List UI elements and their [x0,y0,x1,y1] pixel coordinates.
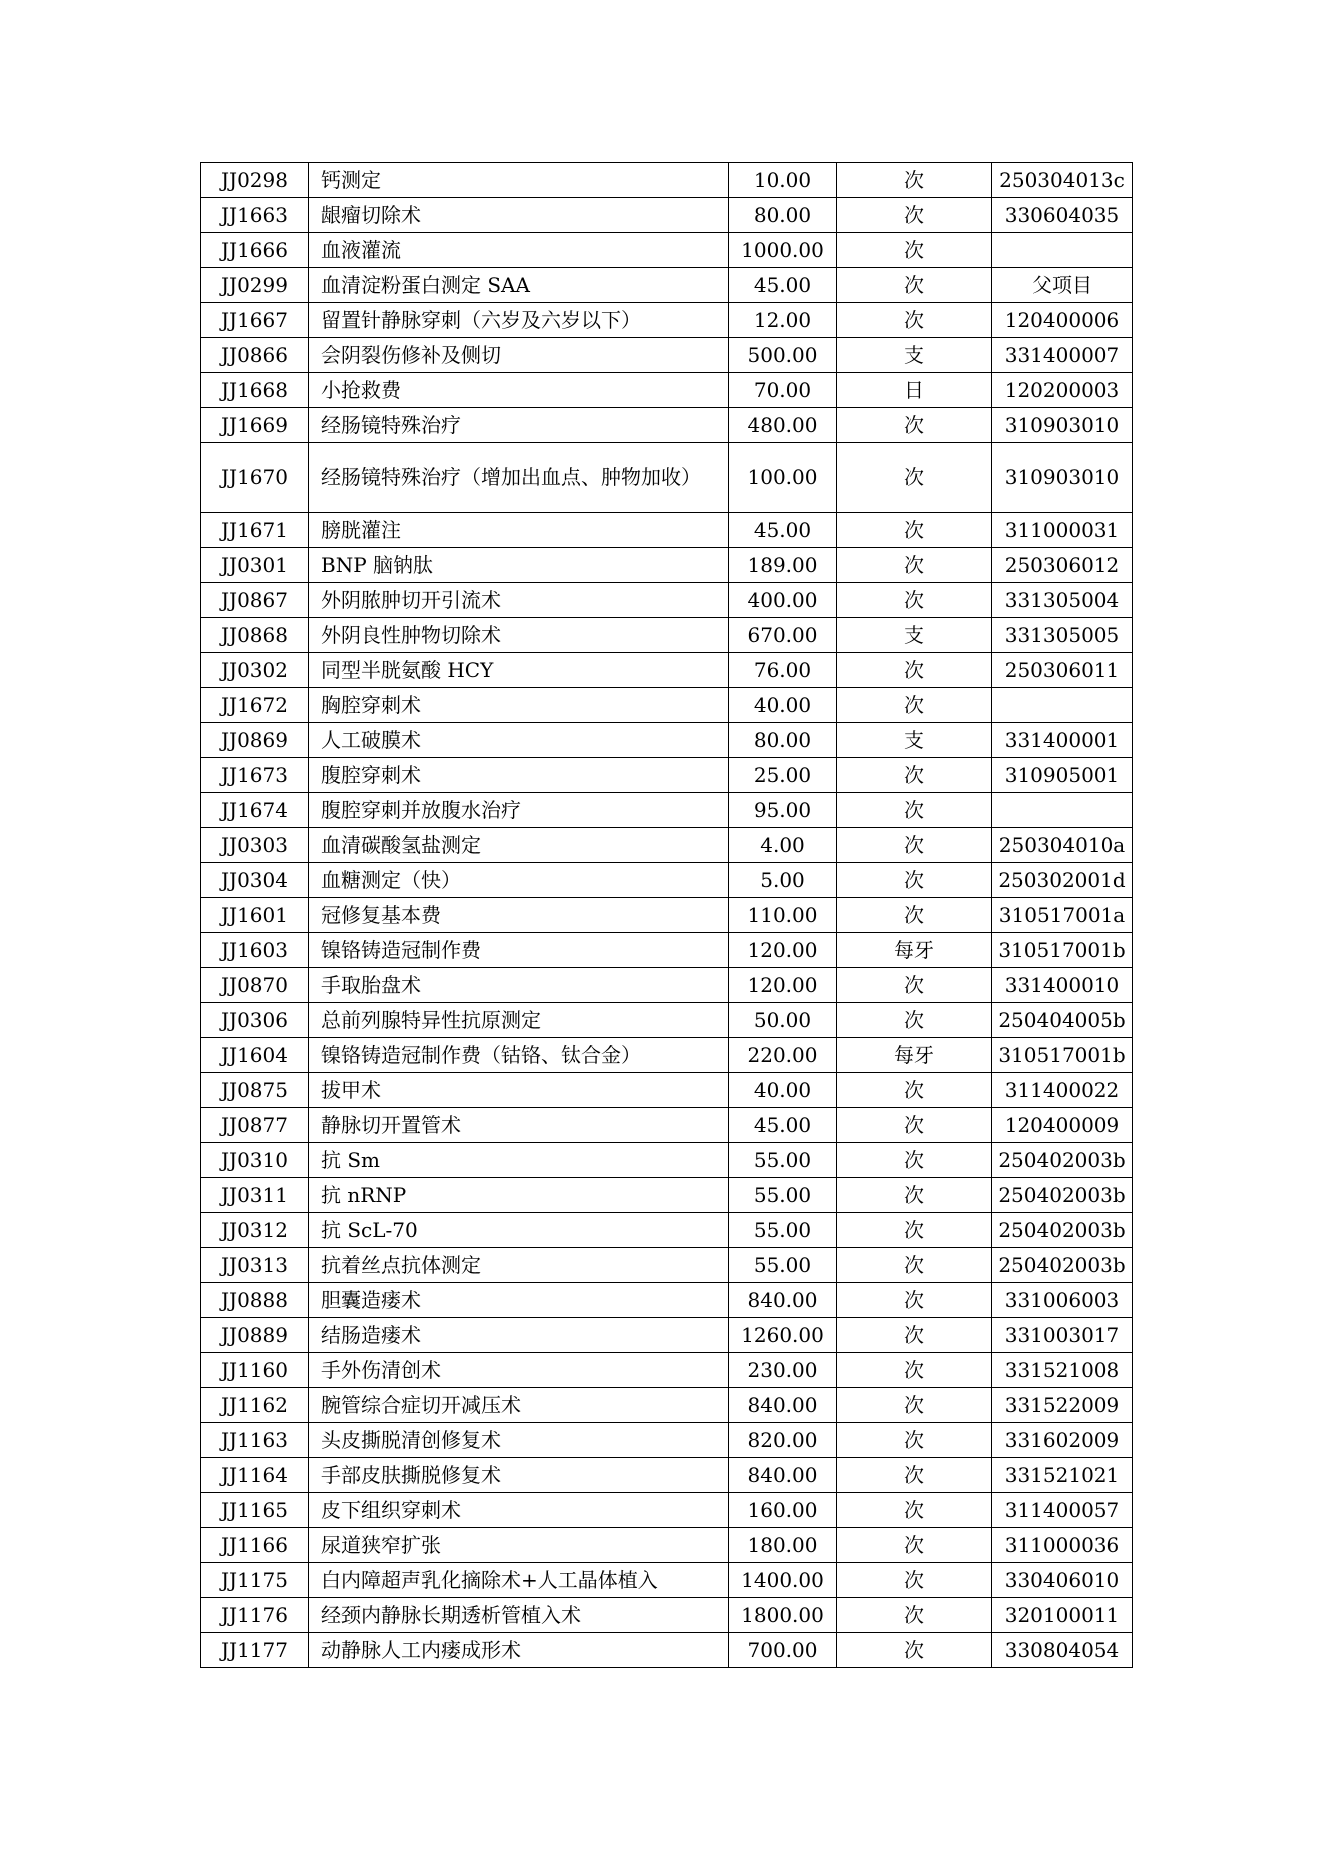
item-price-cell: 80.00 [729,198,837,233]
table-row [201,1248,1133,1283]
item-price-cell: 45.00 [729,1108,837,1143]
item-unit-cell: 支 [837,618,992,653]
item-price-cell: 40.00 [729,688,837,723]
item-ref-code-cell: 330604035 [992,198,1133,233]
item-code-cell: JJ1601 [201,898,309,933]
item-code-cell: JJ1663 [201,198,309,233]
item-unit-cell: 次 [837,1353,992,1388]
item-ref-code-cell: 331522009 [992,1388,1133,1423]
item-name-cell: 经颈内静脉长期透析管植入术 [309,1598,729,1633]
item-ref-code-cell: 120400009 [992,1108,1133,1143]
item-code-cell: JJ1666 [201,233,309,268]
item-code-cell: JJ1669 [201,408,309,443]
item-price-cell: 55.00 [729,1248,837,1283]
table-row [201,1003,1133,1038]
table-row [201,618,1133,653]
item-ref-code-cell: 330804054 [992,1633,1133,1668]
item-name-cell: 结肠造瘘术 [309,1318,729,1353]
item-name-cell: 冠修复基本费 [309,898,729,933]
table-row [201,268,1133,303]
item-price-cell: 70.00 [729,373,837,408]
item-code-cell: JJ1667 [201,303,309,338]
table-row [201,303,1133,338]
item-price-cell: 120.00 [729,933,837,968]
item-unit-cell: 次 [837,758,992,793]
item-code-cell: JJ1165 [201,1493,309,1528]
item-ref-code-cell: 311000036 [992,1528,1133,1563]
item-name-cell: 手外伤清创术 [309,1353,729,1388]
item-code-cell: JJ0870 [201,968,309,1003]
item-name-cell: 外阴脓肿切开引流术 [309,583,729,618]
item-ref-code-cell: 250304010a [992,828,1133,863]
table-row [201,863,1133,898]
item-unit-cell: 次 [837,583,992,618]
item-ref-code-cell: 331305005 [992,618,1133,653]
item-price-cell: 45.00 [729,268,837,303]
item-unit-cell: 次 [837,1178,992,1213]
item-name-cell: 留置针静脉穿刺（六岁及六岁以下） [309,303,729,338]
item-unit-cell: 次 [837,163,992,198]
item-ref-code-cell: 310517001b [992,933,1133,968]
item-unit-cell: 日 [837,373,992,408]
item-price-cell: 400.00 [729,583,837,618]
item-code-cell: JJ1673 [201,758,309,793]
item-price-cell: 110.00 [729,898,837,933]
item-name-cell: 龈瘤切除术 [309,198,729,233]
item-name-cell: 小抢救费 [309,373,729,408]
item-name-cell: BNP 脑钠肽 [309,548,729,583]
item-unit-cell: 次 [837,1493,992,1528]
table-row [201,1073,1133,1108]
item-ref-code-cell: 250402003b [992,1178,1133,1213]
item-price-cell: 180.00 [729,1528,837,1563]
item-name-cell: 经肠镜特殊治疗 [309,408,729,443]
item-ref-code-cell: 330406010 [992,1563,1133,1598]
item-code-cell: JJ1668 [201,373,309,408]
item-ref-code-cell: 331305004 [992,583,1133,618]
item-unit-cell: 次 [837,1283,992,1318]
table-row [201,548,1133,583]
item-ref-code-cell: 250402003b [992,1248,1133,1283]
item-price-cell: 95.00 [729,793,837,828]
item-ref-code-cell: 331003017 [992,1318,1133,1353]
item-name-cell: 皮下组织穿刺术 [309,1493,729,1528]
item-name-cell: 经肠镜特殊治疗（增加出血点、肿物加收） [309,443,729,513]
item-price-cell: 1400.00 [729,1563,837,1598]
item-code-cell: JJ0312 [201,1213,309,1248]
item-ref-code-cell: 331400001 [992,723,1133,758]
item-unit-cell: 次 [837,443,992,513]
table-row [201,1633,1133,1668]
item-code-cell: JJ1604 [201,1038,309,1073]
item-name-cell: 抗 ScL-70 [309,1213,729,1248]
item-unit-cell: 次 [837,1213,992,1248]
item-code-cell: JJ0302 [201,653,309,688]
table-row [201,1423,1133,1458]
table-row [201,1458,1133,1493]
item-code-cell: JJ1164 [201,1458,309,1493]
item-name-cell: 抗 Sm [309,1143,729,1178]
item-ref-code-cell: 250302001d [992,863,1133,898]
table-row [201,828,1133,863]
table-row [201,898,1133,933]
item-code-cell: JJ0889 [201,1318,309,1353]
table-row [201,513,1133,548]
item-ref-code-cell: 331400007 [992,338,1133,373]
table-row [201,198,1133,233]
item-unit-cell: 次 [837,1598,992,1633]
table-row [201,688,1133,723]
item-name-cell: 血清淀粉蛋白测定 SAA [309,268,729,303]
item-code-cell: JJ0301 [201,548,309,583]
table-row [201,793,1133,828]
item-price-cell: 76.00 [729,653,837,688]
item-code-cell: JJ0875 [201,1073,309,1108]
item-unit-cell: 次 [837,653,992,688]
item-name-cell: 静脉切开置管术 [309,1108,729,1143]
item-unit-cell: 次 [837,1423,992,1458]
item-ref-code-cell: 320100011 [992,1598,1133,1633]
item-ref-code-cell: 310905001 [992,758,1133,793]
table-row [201,443,1133,513]
item-name-cell: 会阴裂伤修补及侧切 [309,338,729,373]
item-name-cell: 抗 nRNP [309,1178,729,1213]
item-price-cell: 5.00 [729,863,837,898]
item-name-cell: 镍铬铸造冠制作费 [309,933,729,968]
item-name-cell: 总前列腺特异性抗原测定 [309,1003,729,1038]
item-unit-cell: 次 [837,198,992,233]
table-row [201,1108,1133,1143]
item-price-cell: 55.00 [729,1143,837,1178]
item-name-cell: 尿道狭窄扩张 [309,1528,729,1563]
table-row [201,1143,1133,1178]
item-price-cell: 80.00 [729,723,837,758]
item-unit-cell: 次 [837,513,992,548]
item-unit-cell: 次 [837,1563,992,1598]
item-unit-cell: 次 [837,268,992,303]
table-row [201,163,1133,198]
item-unit-cell: 次 [837,548,992,583]
item-code-cell: JJ0306 [201,1003,309,1038]
item-code-cell: JJ0310 [201,1143,309,1178]
item-price-cell: 45.00 [729,513,837,548]
item-code-cell: JJ0298 [201,163,309,198]
item-ref-code-cell: 311400057 [992,1493,1133,1528]
table-row [201,1598,1133,1633]
table-row [201,338,1133,373]
item-name-cell: 动静脉人工内瘘成形术 [309,1633,729,1668]
item-unit-cell: 次 [837,1633,992,1668]
item-ref-code-cell [992,688,1133,723]
table-row [201,1493,1133,1528]
item-price-cell: 160.00 [729,1493,837,1528]
item-name-cell: 血液灌流 [309,233,729,268]
item-ref-code-cell: 310517001b [992,1038,1133,1073]
item-unit-cell: 次 [837,233,992,268]
table-row [201,233,1133,268]
table-row [201,1283,1133,1318]
item-name-cell: 手取胎盘术 [309,968,729,1003]
table-row [201,653,1133,688]
item-unit-cell: 次 [837,1108,992,1143]
item-name-cell: 镍铬铸造冠制作费（钴铬、钛合金） [309,1038,729,1073]
item-name-cell: 腹腔穿刺术 [309,758,729,793]
item-name-cell: 血糖测定（快） [309,863,729,898]
table-row [201,1528,1133,1563]
item-unit-cell: 次 [837,408,992,443]
item-price-cell: 55.00 [729,1178,837,1213]
item-unit-cell: 次 [837,1073,992,1108]
item-unit-cell: 次 [837,688,992,723]
item-ref-code-cell: 331006003 [992,1283,1133,1318]
item-price-cell: 230.00 [729,1353,837,1388]
item-unit-cell: 次 [837,1458,992,1493]
item-price-cell: 100.00 [729,443,837,513]
item-code-cell: JJ1160 [201,1353,309,1388]
item-ref-code-cell: 310903010 [992,443,1133,513]
item-code-cell: JJ1603 [201,933,309,968]
item-code-cell: JJ1671 [201,513,309,548]
item-name-cell: 白内障超声乳化摘除术+人工晶体植入 [309,1563,729,1598]
item-name-cell: 同型半胱氨酸 HCY [309,653,729,688]
table-row [201,1388,1133,1423]
item-code-cell: JJ1670 [201,443,309,513]
item-unit-cell: 次 [837,793,992,828]
item-unit-cell: 次 [837,1248,992,1283]
item-price-cell: 500.00 [729,338,837,373]
item-unit-cell: 每牙 [837,1038,992,1073]
table-row [201,758,1133,793]
item-price-cell: 12.00 [729,303,837,338]
item-ref-code-cell: 250306011 [992,653,1133,688]
item-name-cell: 胸腔穿刺术 [309,688,729,723]
item-price-cell: 120.00 [729,968,837,1003]
item-price-cell: 1260.00 [729,1318,837,1353]
table-row [201,583,1133,618]
item-name-cell: 钙测定 [309,163,729,198]
item-price-cell: 25.00 [729,758,837,793]
item-unit-cell: 每牙 [837,933,992,968]
item-name-cell: 腕管综合症切开减压术 [309,1388,729,1423]
item-ref-code-cell: 父项目 [992,268,1133,303]
item-code-cell: JJ1176 [201,1598,309,1633]
item-unit-cell: 次 [837,1388,992,1423]
item-name-cell: 抗着丝点抗体测定 [309,1248,729,1283]
item-ref-code-cell [992,793,1133,828]
item-ref-code-cell: 310517001a [992,898,1133,933]
item-name-cell: 血清碳酸氢盐测定 [309,828,729,863]
item-unit-cell: 支 [837,338,992,373]
item-price-cell: 840.00 [729,1388,837,1423]
item-price-cell: 1800.00 [729,1598,837,1633]
item-price-cell: 480.00 [729,408,837,443]
item-unit-cell: 次 [837,1318,992,1353]
table-body [201,163,1133,1668]
table-row [201,723,1133,758]
item-code-cell: JJ1163 [201,1423,309,1458]
item-price-cell: 189.00 [729,548,837,583]
item-ref-code-cell: 331521008 [992,1353,1133,1388]
item-unit-cell: 支 [837,723,992,758]
item-ref-code-cell: 250402003b [992,1213,1133,1248]
item-code-cell: JJ0313 [201,1248,309,1283]
item-unit-cell: 次 [837,863,992,898]
item-code-cell: JJ0304 [201,863,309,898]
item-name-cell: 手部皮肤撕脱修复术 [309,1458,729,1493]
item-unit-cell: 次 [837,303,992,338]
item-unit-cell: 次 [837,898,992,933]
item-ref-code-cell: 250306012 [992,548,1133,583]
item-ref-code-cell: 250404005b [992,1003,1133,1038]
item-price-cell: 10.00 [729,163,837,198]
table-row [201,968,1133,1003]
table-row [201,1353,1133,1388]
item-code-cell: JJ0888 [201,1283,309,1318]
table-row [201,1318,1133,1353]
table-row [201,933,1133,968]
item-code-cell: JJ1162 [201,1388,309,1423]
item-ref-code-cell: 250402003b [992,1143,1133,1178]
item-price-cell: 55.00 [729,1213,837,1248]
item-name-cell: 外阴良性肿物切除术 [309,618,729,653]
item-unit-cell: 次 [837,968,992,1003]
item-price-cell: 820.00 [729,1423,837,1458]
item-ref-code-cell: 120200003 [992,373,1133,408]
table-row [201,373,1133,408]
item-name-cell: 拔甲术 [309,1073,729,1108]
item-unit-cell: 次 [837,828,992,863]
item-unit-cell: 次 [837,1003,992,1038]
item-price-cell: 700.00 [729,1633,837,1668]
item-name-cell: 胆囊造瘘术 [309,1283,729,1318]
item-code-cell: JJ1672 [201,688,309,723]
item-code-cell: JJ0299 [201,268,309,303]
item-price-cell: 840.00 [729,1458,837,1493]
item-ref-code-cell: 250304013c [992,163,1133,198]
table-row [201,408,1133,443]
item-unit-cell: 次 [837,1528,992,1563]
item-code-cell: JJ0877 [201,1108,309,1143]
item-code-cell: JJ0866 [201,338,309,373]
item-code-cell: JJ1177 [201,1633,309,1668]
table-row [201,1563,1133,1598]
item-code-cell: JJ0867 [201,583,309,618]
price-table [200,162,1133,1668]
table-row [201,1213,1133,1248]
item-code-cell: JJ1166 [201,1528,309,1563]
item-price-cell: 670.00 [729,618,837,653]
item-name-cell: 腹腔穿刺并放腹水治疗 [309,793,729,828]
item-ref-code-cell: 311000031 [992,513,1133,548]
item-code-cell: JJ1175 [201,1563,309,1598]
item-ref-code-cell: 331602009 [992,1423,1133,1458]
item-price-cell: 1000.00 [729,233,837,268]
item-price-cell: 50.00 [729,1003,837,1038]
item-name-cell: 头皮撕脱清创修复术 [309,1423,729,1458]
table-row [201,1178,1133,1213]
item-unit-cell: 次 [837,1143,992,1178]
item-price-cell: 220.00 [729,1038,837,1073]
item-ref-code-cell: 331400010 [992,968,1133,1003]
item-ref-code-cell: 310903010 [992,408,1133,443]
item-code-cell: JJ0868 [201,618,309,653]
item-price-cell: 40.00 [729,1073,837,1108]
item-code-cell: JJ1674 [201,793,309,828]
item-ref-code-cell: 311400022 [992,1073,1133,1108]
item-price-cell: 840.00 [729,1283,837,1318]
item-name-cell: 人工破膜术 [309,723,729,758]
item-ref-code-cell: 120400006 [992,303,1133,338]
item-code-cell: JJ0311 [201,1178,309,1213]
item-name-cell: 膀胱灌注 [309,513,729,548]
item-code-cell: JJ0303 [201,828,309,863]
item-price-cell: 4.00 [729,828,837,863]
item-ref-code-cell: 331521021 [992,1458,1133,1493]
item-code-cell: JJ0869 [201,723,309,758]
table-row [201,1038,1133,1073]
item-ref-code-cell [992,233,1133,268]
